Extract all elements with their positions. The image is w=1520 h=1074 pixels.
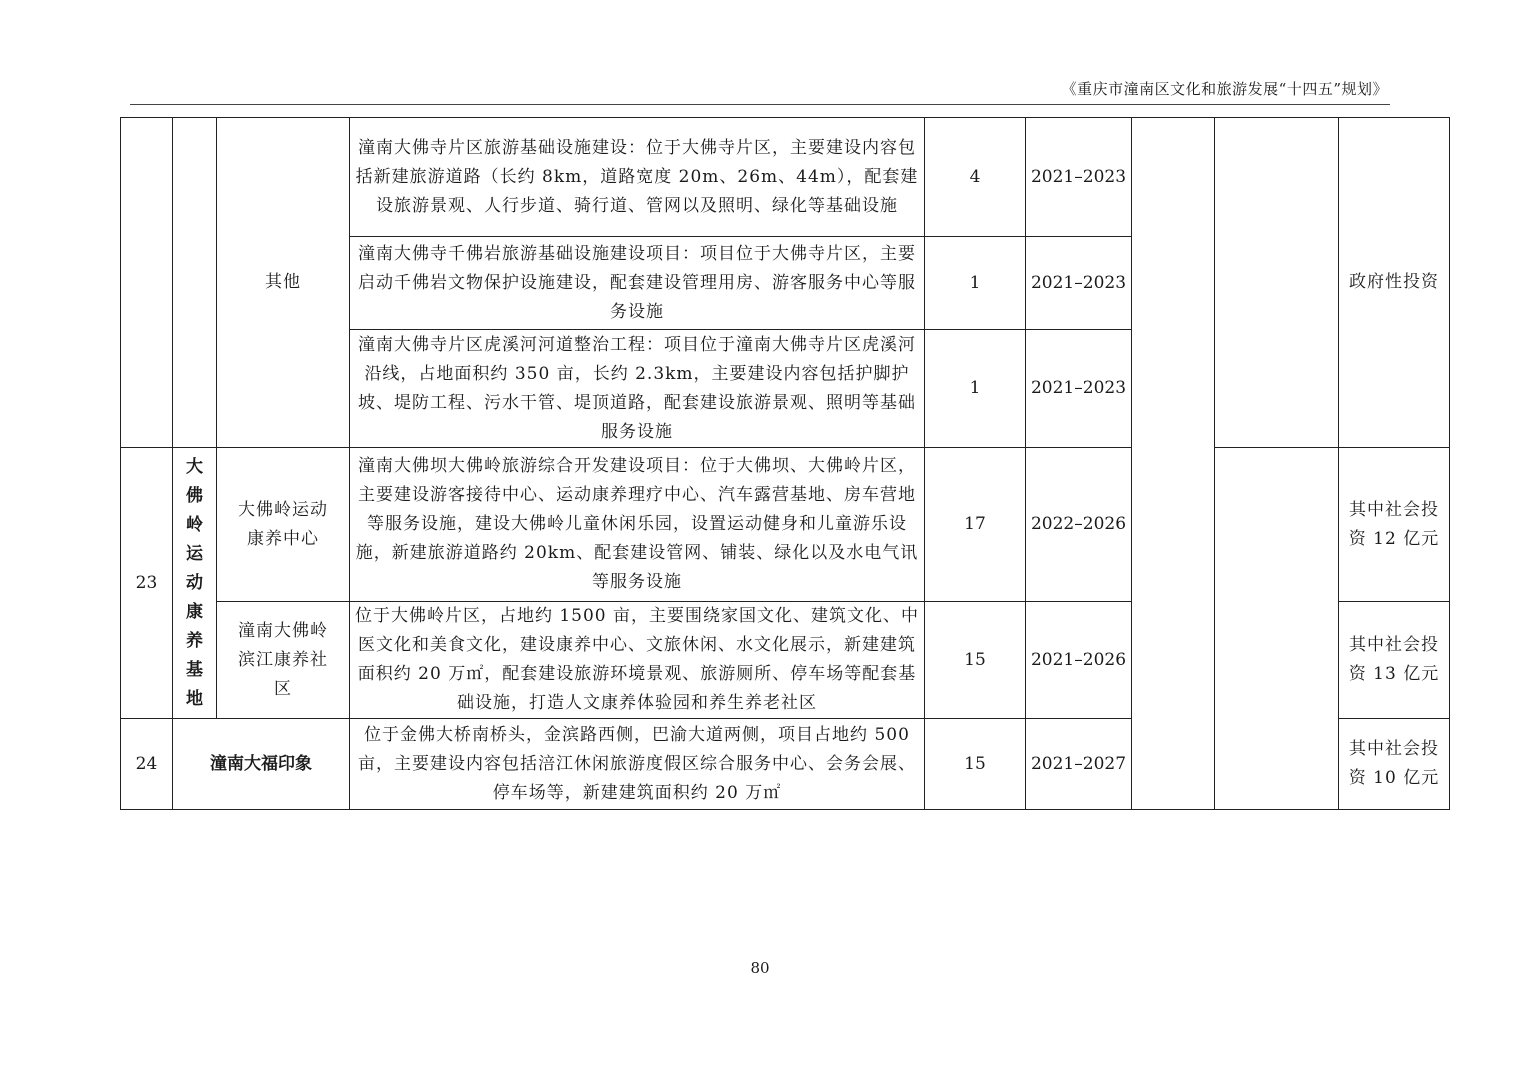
blank-column-cell bbox=[1132, 118, 1215, 810]
investment-cell: 4 bbox=[925, 118, 1026, 237]
table-row bbox=[121, 118, 1450, 237]
period-cell: 2021–2027 bbox=[1026, 719, 1132, 810]
description-cell: 潼南大佛寺片区旅游基础设施建设：位于大佛寺片区，主要建设内容包括新建旅游道路（长约 8km，道路宽度 20m、26m、44m），配套建设旅游景观、人行步道、骑行道、管网以及照明、绿化等基础设施 bbox=[350, 118, 925, 237]
investment-cell: 1 bbox=[925, 330, 1026, 448]
item-name-char: 岭 bbox=[186, 514, 203, 535]
period-cell: 2022–2026 bbox=[1026, 448, 1132, 602]
period-cell: 2021–2023 bbox=[1026, 118, 1132, 237]
description-cell: 潼南大佛寺千佛岩旅游基础设施建设项目：项目位于大佛寺片区，主要启动千佛岩文物保护设施建设，配套建设管理用房、游客服务中心等服务设施 bbox=[350, 237, 925, 330]
table-row bbox=[121, 448, 1450, 602]
period-cell: 2021–2023 bbox=[1026, 237, 1132, 330]
period-cell: 2021–2026 bbox=[1026, 602, 1132, 719]
item-name-char: 大 bbox=[186, 456, 203, 477]
item-number-cell: 23 bbox=[121, 448, 173, 719]
description-cell: 位于大佛岭片区，占地约 1500 亩，主要围绕家国文化、建筑文化、中医文化和美食文化，建设康养中心、文旅休闲、水文化展示，新建建筑面积约 20 万㎡，配套建设旅游环境景观、旅游厕所、停车场等配套基础设施，打造人文康养体验园和养生养老社区 bbox=[350, 602, 925, 719]
investment-cell: 15 bbox=[925, 719, 1026, 810]
item-name-vertical bbox=[173, 448, 217, 719]
description-cell: 潼南大佛寺片区虎溪河河道整治工程：项目位于潼南大佛寺片区虎溪河沿线，占地面积约 350 亩，长约 2.3km，主要建设内容包括护脚护坡、堤防工程、污水干管、堤顶道路，配套建设旅游景观、照明等基础服务设施 bbox=[350, 330, 925, 448]
name-cell-empty bbox=[173, 118, 217, 448]
blank-column-cell bbox=[1215, 118, 1339, 448]
description-cell: 潼南大佛坝大佛岭旅游综合开发建设项目：位于大佛坝、大佛岭片区，主要建设游客接待中心、运动康养理疗中心、汽车露营基地、房车营地等服务设施，建设大佛岭儿童休闲乐园，设置运动健身和儿童游乐设施，新建旅游道路约 20km、配套建设管网、铺装、绿化以及水电气讯等服务设施 bbox=[350, 448, 925, 602]
funding-cell: 其中社会投资 13 亿元 bbox=[1339, 602, 1450, 719]
investment-cell: 15 bbox=[925, 602, 1026, 719]
blank-column-cell bbox=[1215, 448, 1339, 810]
item-name-char: 地 bbox=[186, 688, 203, 709]
description-cell: 位于金佛大桥南桥头，金滨路西侧，巴渝大道两侧，项目占地约 500 亩，主要建设内容包括涪江休闲旅游度假区综合服务中心、会务会展、停车场等，新建建筑面积约 20 万㎡ bbox=[350, 719, 925, 810]
item-name-char: 佛 bbox=[186, 485, 203, 506]
item-name-char: 运 bbox=[186, 543, 203, 564]
item-name-char: 基 bbox=[186, 659, 203, 680]
number-cell-empty bbox=[121, 118, 173, 448]
header-divider bbox=[130, 104, 1390, 105]
investment-cell: 17 bbox=[925, 448, 1026, 602]
item-name-cell: 潼南大福印象 bbox=[173, 719, 350, 810]
document-header-title: 《重庆市潼南区文化和旅游发展“十四五”规划》 bbox=[1061, 80, 1388, 98]
subproject-cell: 大佛岭运动康养中心 bbox=[217, 448, 350, 602]
item-number-cell: 24 bbox=[121, 719, 173, 810]
item-name-char: 康 bbox=[186, 601, 203, 622]
funding-cell: 其中社会投资 10 亿元 bbox=[1339, 719, 1450, 810]
page-number: 80 bbox=[750, 959, 770, 977]
category-cell: 其他 bbox=[217, 118, 350, 448]
period-cell: 2021–2023 bbox=[1026, 330, 1132, 448]
item-name-char: 养 bbox=[186, 630, 203, 651]
investment-cell: 1 bbox=[925, 237, 1026, 330]
project-table bbox=[120, 117, 1450, 810]
funding-cell: 其中社会投资 12 亿元 bbox=[1339, 448, 1450, 602]
funding-cell: 政府性投资 bbox=[1339, 118, 1450, 448]
item-name-char: 动 bbox=[186, 572, 203, 593]
subproject-cell: 潼南大佛岭滨江康养社区 bbox=[217, 602, 350, 719]
